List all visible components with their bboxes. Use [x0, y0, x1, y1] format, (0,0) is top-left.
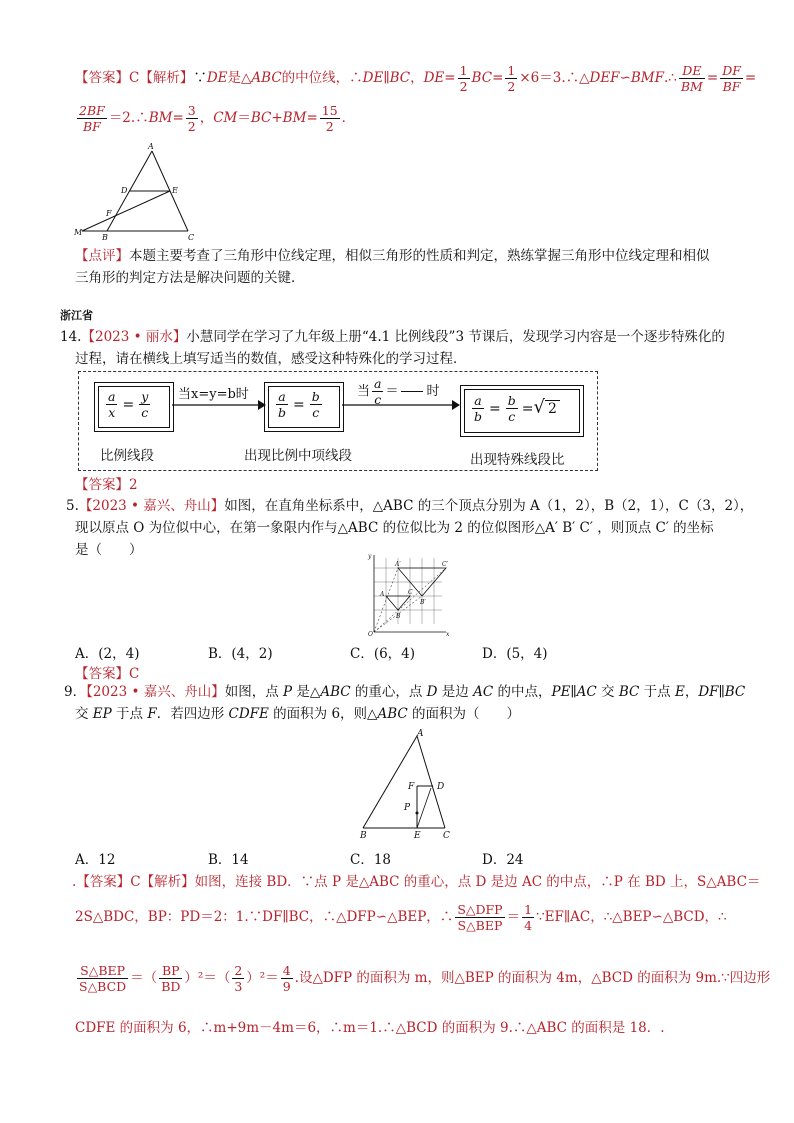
- q9-solution-line1: .【答案】C【解析】如图，连接 BD．∵点 P 是△ABC 的重心，点 D 是边 AC 的中点，∴P 在 BD 上，S△ABC＝: [72, 874, 761, 890]
- question-number: 14.: [60, 329, 82, 345]
- q9-stem-line2: 交 EP 于点 F．若四边形 CDFE 的面积为 6，则△ABC 的面积为（ ）: [75, 706, 520, 722]
- label-F: F: [408, 782, 415, 792]
- question-text: 过程，请在横线上填写适当的数值，感受这种特殊化的学习过程．: [75, 351, 467, 367]
- q13-solution-line2: $\frac{2BF}{BF}$ ＝2.∴BM= $\frac{3}{2}$ ，CM＝BC+BM= $\frac{15}{2}$ ．: [79, 103, 356, 134]
- fraction-b-over-c: $\frac{b}{c}$: [311, 389, 320, 420]
- q15-stem-line1: [66, 496, 753, 516]
- label-A-prime: A′: [395, 561, 401, 568]
- question-source: 【2023 • 丽水】: [81, 329, 187, 345]
- box-mean-proportional: $\frac{a}{b}$ = $\frac{b}{c}$: [264, 382, 344, 432]
- text: ＝2.∴: [108, 110, 149, 126]
- q9-option-c: C．18: [350, 852, 392, 868]
- section-heading: 浙江省: [60, 309, 93, 322]
- label-C: C: [443, 831, 450, 840]
- q14-stem-line2: [75, 349, 467, 369]
- text: DE: [423, 70, 445, 86]
- fraction: $\frac{\text{S△DFP}}{\text{S△BEP}}$: [457, 902, 503, 933]
- text: 是△: [227, 70, 252, 86]
- q15-option-a: A．(2，4): [75, 646, 140, 662]
- text: DE∥BC: [362, 70, 411, 86]
- q9-solution-line4: CDFE 的面积为 6，∴m+9m－4m＝6，∴m＝1.∴△BCD 的面积为 9.∴△ABC 的面积是 18．.: [75, 1020, 665, 1036]
- q13-comment-line2: [75, 268, 305, 288]
- text: =: [444, 70, 456, 86]
- text: =: [744, 70, 757, 86]
- q9-option-b: B．14: [208, 852, 249, 868]
- sqrt-value: 2: [545, 400, 560, 417]
- arrow1-icon: [172, 399, 266, 411]
- fraction-b-over-c: $\frac{b}{c}$: [507, 393, 516, 424]
- answer-label: 【答案】C【解析】: [75, 70, 194, 86]
- fraction: $\frac{DE}{BM}$: [680, 63, 703, 94]
- label-B-prime: B′: [420, 599, 426, 606]
- label-A: A: [417, 729, 424, 739]
- text: ∽: [619, 70, 631, 86]
- question-source: 【2023 • 嘉兴、舟山】: [86, 684, 225, 700]
- text: =: [706, 70, 719, 86]
- fraction: $\frac{4}{9}$: [282, 963, 291, 994]
- text: BC+BM: [250, 110, 307, 126]
- q9-solution-line3: $\frac{\text{S△BEP}}{\text{S△BCD}}$ ＝（ $\frac{BP}{BD}$ ）²＝（ $\frac{2}{3}$ ）²＝ $\frac{4}{9}$ .设△DFP 的面积为 m，则△BEP 的面积为 4m，△BCD 的面积为 9m.∵四边形: [79, 963, 771, 994]
- question-text: 现以原点 O 为位似中心，在第一象限内作与△ABC 的位似比为 2 的位似图形△A′ B′ C′ ，则顶点 C′ 的坐标: [75, 520, 714, 536]
- q9-solution-line2: 2S△BDC，BP：PD＝2：1.∵DF∥BC，∴△DFP∽△BEP，∴ $\frac{\text{S△DFP}}{\text{S△BEP}}$ ＝ $\frac{1}{4}$ ∵EF∥AC，∴△BEP∽△BCD，∴: [75, 902, 727, 933]
- question-number: 9．: [64, 684, 87, 700]
- question-text: 如图，在直角坐标系中，△ABC 的三个顶点分别为 A（1，2），B（2，1），C（3，2），: [224, 498, 754, 514]
- question-text: 是（ ）: [75, 542, 143, 558]
- q13-comment-line1: [75, 246, 710, 266]
- fraction: $\frac{\text{S△BEP}}{\text{S△BCD}}$: [79, 963, 127, 994]
- text: ＝: [237, 110, 251, 126]
- q13-triangle-figure: [72, 143, 202, 243]
- label-P: P: [404, 803, 411, 813]
- label-B: B: [396, 613, 401, 620]
- text: =: [306, 110, 318, 126]
- q9-stem-line1: 9．【2023 • 嘉兴、舟山】如图，点 P 是△ABC 的重心，点 D 是边 AC 的中点，PE∥AC 交 BC 于点 E，DF∥BC: [64, 684, 746, 700]
- q15-coordinate-figure: [362, 552, 452, 638]
- label-x: x: [446, 631, 450, 638]
- q14-answer: 【答案】2: [75, 477, 138, 493]
- text: BC: [471, 70, 493, 86]
- fraction: $\frac{BP}{BD}$: [161, 963, 181, 994]
- text: BM: [148, 110, 173, 126]
- label-C: C: [408, 589, 413, 596]
- q9-option-d: D．24: [482, 852, 524, 868]
- fraction-a-over-x: $\frac{a}{x}$: [108, 389, 116, 420]
- q15-stem-line3: [75, 540, 143, 560]
- label-E: E: [172, 186, 178, 195]
- fraction: $\frac{1}{2}$: [459, 63, 468, 94]
- text: DE: [206, 70, 228, 86]
- label-A: A: [148, 143, 154, 151]
- label-D: D: [121, 186, 128, 195]
- q15-option-b: B．(4，2): [208, 646, 273, 662]
- q15-option-c: C．(6，4): [350, 646, 416, 662]
- fraction: $\frac{DF}{BF}$: [722, 63, 741, 94]
- fraction: $\frac{2BF}{BF}$: [79, 103, 105, 134]
- text: ×6＝3.∴△: [519, 70, 590, 86]
- label-C: C: [188, 233, 195, 242]
- comment-text: 三角形的判定方法是解决问题的关键．: [75, 270, 305, 286]
- q14-stem-line1: [60, 327, 725, 347]
- text: BMF: [630, 70, 664, 86]
- fraction: $\frac{3}{2}$: [187, 103, 196, 134]
- label-y: y: [368, 553, 372, 560]
- label-B: B: [360, 831, 367, 840]
- text: CM: [213, 110, 238, 126]
- text: ，: [410, 70, 424, 86]
- question-text: 小慧同学在学习了九年级上册“4.1 比例线段”3 节课后，发现学习内容是一个逐步特殊化的: [186, 329, 725, 345]
- sqrt-icon: √: [533, 396, 545, 418]
- question-source: 【2023 • 嘉兴、舟山】: [78, 498, 225, 514]
- fraction: $\frac{15}{2}$: [321, 103, 338, 134]
- comment-text: 本题主要考查了三角形中位线定理，相似三角形的性质和判定，熟练掌握三角形中位线定理和相似: [129, 248, 710, 264]
- question-number: 5.: [66, 498, 79, 514]
- label-B: B: [102, 233, 108, 242]
- fraction-a-over-b: $\frac{a}{b}$: [278, 389, 287, 420]
- text: ABC: [251, 70, 282, 86]
- q15-stem-line2: [75, 518, 714, 538]
- box-special-ratio: $\frac{a}{b}$ = $\frac{b}{c}$ =√ 2: [460, 385, 584, 437]
- label-O: O: [368, 631, 373, 638]
- text: 的中位线，∴: [281, 70, 363, 86]
- text: ∵: [193, 70, 207, 86]
- q9-option-a: A．12: [75, 852, 116, 868]
- label-C-prime: C′: [442, 561, 448, 568]
- q15-option-d: D．(5，4): [482, 646, 548, 662]
- blank-line: [401, 391, 423, 392]
- point-P: [416, 812, 419, 815]
- fraction: $\frac{1}{2}$: [507, 63, 516, 94]
- caption-special-ratio: 出现特殊线段比: [470, 452, 565, 468]
- text: =: [172, 110, 184, 126]
- fraction-y-over-c: $\frac{y}{c}$: [141, 389, 149, 420]
- box-ratio-segments: $\frac{a}{x}$ = $\frac{y}{c}$: [94, 382, 174, 432]
- text: DEF: [589, 70, 620, 86]
- caption-mean-proportional: 出现比例中项线段: [244, 448, 352, 464]
- label-E: E: [414, 831, 421, 840]
- text: ，: [199, 110, 214, 126]
- comment-label: 【点评】: [75, 248, 129, 264]
- q13-solution-line1: [75, 63, 756, 94]
- text: .∴: [663, 70, 677, 86]
- label-M: M: [74, 228, 83, 237]
- label-F: F: [106, 209, 112, 218]
- text: =: [492, 70, 504, 86]
- arrow2-icon: [342, 399, 460, 411]
- q9-triangle-figure: [355, 728, 465, 840]
- arrow2-label: 当 $\frac{a}{c}$ ＝ 时: [357, 376, 440, 407]
- fraction: $\frac{1}{4}$: [524, 902, 533, 933]
- arrow1-label: 当x=y=b时: [178, 387, 249, 402]
- caption-ratio-segments: 比例线段: [100, 448, 154, 464]
- fraction-a-over-b: $\frac{a}{b}$: [474, 393, 483, 424]
- fraction: $\frac{2}{3}$: [234, 963, 243, 994]
- label-A: A: [380, 591, 385, 598]
- fraction-a-over-c: $\frac{a}{c}$: [374, 376, 382, 407]
- q15-answer: 【答案】C: [75, 666, 140, 682]
- label-D: D: [437, 782, 445, 792]
